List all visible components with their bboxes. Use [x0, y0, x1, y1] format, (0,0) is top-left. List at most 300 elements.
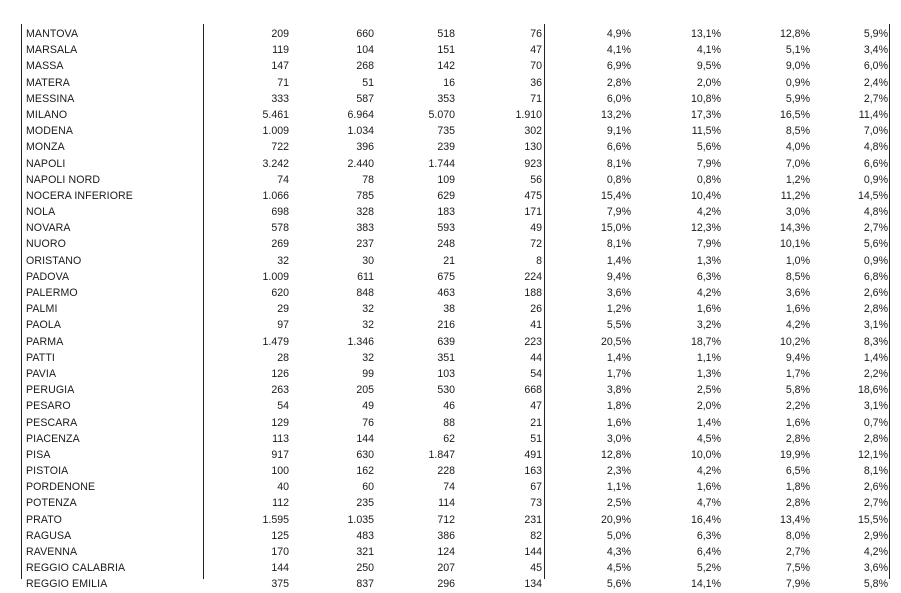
percent-col-3-cell: 10,2% — [779, 335, 810, 348]
count-col-2-cell: 235 — [356, 497, 374, 510]
count-col-4-cell: 47 — [530, 44, 542, 57]
count-col-2-cell: 162 — [356, 465, 374, 478]
table-row — [22, 301, 890, 317]
count-col-4-cell: 56 — [530, 173, 542, 186]
court-name-cell: PAOLA — [26, 319, 62, 332]
count-col-1-cell: 1.009 — [262, 125, 289, 138]
count-col-1-cell: 97 — [277, 319, 289, 332]
percent-col-4-cell: 14,5% — [857, 189, 888, 202]
table-row — [22, 431, 890, 447]
count-col-3-cell: 675 — [437, 270, 455, 283]
count-col-1-cell: 126 — [271, 367, 289, 380]
table-row — [22, 560, 890, 576]
count-col-2-cell: 321 — [356, 546, 374, 558]
percent-col-2-cell: 0,8% — [696, 173, 721, 186]
count-col-3-cell: 351 — [437, 351, 455, 364]
count-col-3-cell: 74 — [443, 481, 455, 494]
count-col-3-cell: 38 — [443, 303, 455, 316]
percent-col-2-cell: 17,3% — [690, 108, 721, 121]
percent-col-4-cell: 4,8% — [863, 206, 888, 219]
count-col-1-cell: 269 — [271, 238, 289, 251]
percent-col-3-cell: 1,7% — [785, 367, 810, 380]
count-col-2-cell: 6.964 — [347, 108, 374, 121]
percent-col-4-cell: 2,8% — [863, 432, 888, 445]
percent-col-1-cell: 7,9% — [606, 206, 631, 219]
percent-col-3-cell: 1,6% — [785, 303, 810, 316]
count-col-4-cell: 21 — [530, 416, 542, 429]
count-col-2-cell: 32 — [362, 303, 374, 316]
table-row — [22, 495, 890, 511]
percent-col-1-cell: 4,5% — [606, 562, 631, 575]
count-col-4-cell: 49 — [530, 222, 542, 235]
table-row — [22, 285, 890, 301]
court-name-cell: POTENZA — [26, 497, 77, 510]
percent-col-3-cell: 1,0% — [785, 254, 810, 267]
court-statistics-table — [22, 26, 890, 593]
court-name-cell: MONZA — [26, 141, 65, 154]
percent-col-2-cell: 1,6% — [696, 303, 721, 316]
count-col-4-cell: 45 — [530, 562, 542, 575]
percent-col-3-cell: 9,4% — [785, 351, 810, 364]
percent-col-2-cell: 11,5% — [691, 125, 721, 138]
court-name-cell: NAPOLI NORD — [26, 173, 101, 186]
percent-col-3-cell: 5,9% — [785, 92, 810, 105]
percent-col-4-cell: 12,1% — [857, 448, 888, 461]
percent-col-2-cell: 7,9% — [696, 238, 721, 251]
table-row — [22, 139, 890, 155]
count-col-4-cell: 134 — [524, 578, 542, 591]
count-col-1-cell: 3.242 — [262, 157, 289, 170]
percent-col-4-cell: 8,1% — [863, 465, 888, 478]
table-row — [22, 204, 890, 220]
table-row — [22, 107, 890, 123]
court-name-cell: REGGIO CALABRIA — [26, 562, 126, 575]
count-col-2-cell: 383 — [356, 222, 374, 235]
count-col-3-cell: 114 — [438, 497, 455, 510]
percent-col-4-cell: 2,6% — [863, 287, 888, 299]
count-col-1-cell: 100 — [271, 465, 289, 478]
count-col-3-cell: 712 — [437, 513, 455, 526]
percent-col-3-cell: 1,6% — [785, 416, 810, 429]
percent-col-1-cell: 1,2% — [606, 303, 631, 316]
count-col-3-cell: 62 — [443, 432, 455, 445]
percent-col-4-cell: 7,0% — [863, 125, 888, 138]
percent-col-1-cell: 6,6% — [606, 141, 631, 154]
count-col-3-cell: 1.744 — [428, 157, 455, 170]
count-col-4-cell: 163 — [524, 465, 542, 478]
percent-col-2-cell: 1,3% — [696, 367, 721, 380]
count-col-1-cell: 40 — [277, 481, 289, 494]
percent-col-2-cell: 6,3% — [696, 529, 721, 542]
count-col-2-cell: 1.034 — [347, 125, 374, 138]
percent-col-3-cell: 2,8% — [785, 432, 810, 445]
percent-col-1-cell: 4,1% — [606, 44, 631, 57]
count-col-2-cell: 78 — [362, 173, 374, 186]
court-name-cell: MILANO — [26, 108, 68, 121]
count-col-1-cell: 698 — [271, 206, 289, 219]
table-row — [22, 398, 890, 414]
percent-col-1-cell: 3,6% — [606, 287, 631, 299]
count-col-4-cell: 26 — [530, 303, 542, 316]
count-col-3-cell: 386 — [437, 529, 455, 542]
table-row — [22, 269, 890, 285]
count-col-3-cell: 530 — [437, 384, 455, 397]
percent-col-1-cell: 9,1% — [606, 125, 631, 138]
count-col-4-cell: 475 — [524, 189, 542, 202]
percent-col-3-cell: 11,2% — [780, 189, 810, 202]
count-col-2-cell: 99 — [362, 367, 374, 380]
count-col-3-cell: 629 — [437, 189, 455, 202]
count-col-3-cell: 639 — [437, 335, 455, 348]
court-name-cell: PATTI — [26, 351, 55, 364]
court-name-cell: REGGIO EMILIA — [26, 578, 108, 591]
percent-col-2-cell: 10,4% — [690, 189, 721, 202]
count-col-1-cell: 5.461 — [262, 108, 289, 121]
count-col-3-cell: 16 — [443, 76, 455, 89]
count-col-1-cell: 74 — [277, 173, 289, 186]
court-name-cell: RAGUSA — [26, 529, 72, 542]
count-col-4-cell: 302 — [524, 125, 542, 138]
count-col-3-cell: 103 — [437, 367, 455, 380]
count-col-4-cell: 8 — [536, 254, 542, 267]
percent-col-2-cell: 10,0% — [690, 448, 721, 461]
percent-col-4-cell: 5,8% — [863, 578, 888, 591]
court-name-cell: PALERMO — [26, 287, 78, 299]
count-col-2-cell: 268 — [356, 60, 374, 73]
court-name-cell: PIACENZA — [26, 432, 80, 445]
percent-col-3-cell: 8,5% — [785, 270, 810, 283]
percent-col-1-cell: 8,1% — [606, 157, 631, 170]
percent-col-3-cell: 16,5% — [779, 108, 810, 121]
percent-col-2-cell: 12,3% — [690, 222, 721, 235]
percent-col-1-cell: 20,9% — [600, 513, 631, 526]
count-col-2-cell: 611 — [357, 270, 374, 283]
count-col-4-cell: 188 — [524, 287, 542, 299]
table-row — [22, 415, 890, 431]
count-col-2-cell: 2.440 — [347, 157, 374, 170]
percent-col-2-cell: 2,0% — [696, 76, 721, 89]
count-col-2-cell: 144 — [356, 432, 374, 445]
count-col-3-cell: 239 — [437, 141, 455, 154]
percent-col-4-cell: 3,6% — [863, 562, 888, 575]
percent-col-3-cell: 7,9% — [785, 578, 810, 591]
count-col-3-cell: 296 — [437, 578, 455, 591]
percent-col-2-cell: 9,5% — [696, 60, 721, 73]
count-col-3-cell: 5.070 — [428, 108, 455, 121]
count-col-1-cell: 54 — [277, 400, 289, 413]
percent-col-2-cell: 5,6% — [696, 141, 721, 154]
percent-col-4-cell: 3,4% — [863, 44, 888, 57]
count-col-4-cell: 72 — [530, 238, 542, 251]
percent-col-1-cell: 6,0% — [606, 92, 631, 105]
percent-col-4-cell: 3,1% — [863, 319, 888, 332]
court-name-cell: NUORO — [26, 238, 66, 251]
percent-col-1-cell: 0,8% — [606, 173, 631, 186]
percent-col-1-cell: 1,4% — [606, 254, 631, 267]
count-col-3-cell: 735 — [437, 125, 455, 138]
percent-col-4-cell: 4,8% — [863, 141, 888, 154]
count-col-3-cell: 183 — [437, 206, 455, 219]
court-name-cell: PAVIA — [26, 367, 57, 380]
percent-col-3-cell: 3,0% — [785, 206, 810, 219]
count-col-2-cell: 587 — [356, 92, 374, 105]
percent-col-4-cell: 15,5% — [857, 513, 888, 526]
court-name-cell: MESSINA — [26, 92, 75, 105]
count-col-4-cell: 71 — [530, 92, 542, 105]
percent-col-2-cell: 4,1% — [696, 44, 721, 57]
percent-col-2-cell: 4,7% — [696, 497, 721, 510]
percent-col-1-cell: 5,5% — [606, 319, 631, 332]
count-col-1-cell: 32 — [277, 254, 289, 267]
count-col-2-cell: 205 — [356, 384, 374, 397]
count-col-1-cell: 170 — [271, 546, 289, 558]
percent-col-4-cell: 5,9% — [863, 28, 888, 40]
percent-col-2-cell: 3,2% — [696, 319, 721, 332]
table-row — [22, 236, 890, 252]
count-col-1-cell: 1.479 — [262, 335, 289, 348]
percent-col-2-cell: 5,2% — [696, 562, 721, 575]
count-col-4-cell: 36 — [530, 76, 542, 89]
percent-col-4-cell: 1,4% — [863, 351, 888, 364]
percent-col-3-cell: 4,2% — [785, 319, 810, 332]
percent-col-2-cell: 6,4% — [696, 546, 721, 558]
count-col-1-cell: 1.595 — [262, 513, 289, 526]
table-row — [22, 479, 890, 495]
percent-col-1-cell: 5,0% — [606, 529, 631, 542]
percent-col-3-cell: 7,0% — [785, 157, 810, 170]
court-name-cell: PESARO — [26, 400, 71, 413]
percent-col-3-cell: 3,6% — [785, 287, 810, 299]
count-col-2-cell: 1.035 — [347, 513, 374, 526]
count-col-1-cell: 129 — [271, 416, 289, 429]
percent-col-4-cell: 0,9% — [863, 173, 888, 186]
count-col-4-cell: 47 — [530, 400, 542, 413]
percent-col-3-cell: 1,8% — [785, 481, 810, 494]
count-col-4-cell: 82 — [530, 529, 542, 542]
percent-col-1-cell: 1,8% — [606, 400, 631, 413]
percent-col-2-cell: 14,1% — [690, 578, 721, 591]
count-col-4-cell: 231 — [524, 513, 542, 526]
count-col-4-cell: 668 — [524, 384, 542, 397]
percent-col-2-cell: 6,3% — [696, 270, 721, 283]
count-col-2-cell: 104 — [356, 44, 374, 57]
court-name-cell: PESCARA — [26, 416, 78, 429]
percent-col-3-cell: 1,2% — [785, 173, 810, 186]
count-col-3-cell: 109 — [437, 173, 455, 186]
count-col-2-cell: 76 — [362, 416, 374, 429]
percent-col-1-cell: 1,7% — [606, 367, 631, 380]
table-row — [22, 528, 890, 544]
count-col-4-cell: 491 — [524, 448, 542, 461]
table-row — [22, 172, 890, 188]
percent-col-2-cell: 4,2% — [696, 287, 721, 299]
percent-col-1-cell: 1,1% — [606, 481, 631, 494]
count-col-4-cell: 224 — [524, 270, 542, 283]
court-name-cell: MARSALA — [26, 44, 78, 57]
percent-col-3-cell: 14,3% — [779, 222, 810, 235]
count-col-2-cell: 60 — [362, 481, 374, 494]
count-col-3-cell: 46 — [443, 400, 455, 413]
count-col-1-cell: 917 — [271, 448, 289, 461]
count-col-1-cell: 29 — [277, 303, 289, 316]
percent-col-1-cell: 3,8% — [606, 384, 631, 397]
percent-col-4-cell: 6,6% — [863, 157, 888, 170]
table-row — [22, 220, 890, 236]
percent-col-2-cell: 4,2% — [696, 465, 721, 478]
count-col-4-cell: 144 — [524, 546, 542, 558]
percent-col-2-cell: 7,9% — [696, 157, 721, 170]
table-row — [22, 253, 890, 269]
percent-col-4-cell: 4,2% — [863, 546, 888, 558]
percent-col-1-cell: 4,9% — [606, 28, 631, 40]
count-col-3-cell: 151 — [437, 44, 455, 57]
percent-col-3-cell: 7,5% — [785, 562, 810, 575]
percent-col-3-cell: 6,5% — [785, 465, 810, 478]
count-col-2-cell: 785 — [356, 189, 374, 202]
percent-col-3-cell: 9,0% — [785, 60, 810, 73]
court-name-cell: PADOVA — [26, 270, 70, 283]
count-col-2-cell: 848 — [356, 287, 374, 299]
percent-col-3-cell: 2,2% — [785, 400, 810, 413]
percent-col-4-cell: 2,8% — [863, 303, 888, 316]
percent-col-1-cell: 13,2% — [600, 108, 631, 121]
table-row — [22, 334, 890, 350]
count-col-3-cell: 88 — [443, 416, 455, 429]
court-name-cell: MODENA — [26, 125, 74, 138]
count-col-4-cell: 51 — [530, 432, 542, 445]
court-name-cell: PARMA — [26, 335, 64, 348]
table-row — [22, 42, 890, 58]
percent-col-3-cell: 8,0% — [785, 529, 810, 542]
percent-col-3-cell: 13,4% — [779, 513, 810, 526]
percent-col-4-cell: 3,1% — [863, 400, 888, 413]
percent-col-3-cell: 12,8% — [779, 28, 810, 40]
percent-col-2-cell: 16,4% — [690, 513, 721, 526]
percent-col-4-cell: 2,7% — [863, 222, 888, 235]
percent-col-3-cell: 10,1% — [779, 238, 810, 251]
percent-col-4-cell: 2,2% — [863, 367, 888, 380]
percent-col-4-cell: 0,9% — [863, 254, 888, 267]
percent-col-1-cell: 9,4% — [606, 270, 631, 283]
percent-col-3-cell: 5,8% — [785, 384, 810, 397]
percent-col-2-cell: 1,3% — [696, 254, 721, 267]
percent-col-3-cell: 4,0% — [785, 141, 810, 154]
table-row — [22, 447, 890, 463]
percent-col-2-cell: 2,0% — [696, 400, 721, 413]
count-col-2-cell: 328 — [356, 206, 374, 219]
court-name-cell: NOVARA — [26, 222, 71, 235]
count-col-4-cell: 76 — [530, 28, 542, 40]
percent-col-2-cell: 18,7% — [690, 335, 721, 348]
percent-col-1-cell: 6,9% — [606, 60, 631, 73]
table-row — [22, 350, 890, 366]
percent-col-4-cell: 11,4% — [858, 108, 888, 121]
count-col-3-cell: 518 — [437, 28, 455, 40]
percent-col-4-cell: 6,0% — [863, 60, 888, 73]
court-name-cell: NAPOLI — [26, 157, 66, 170]
count-col-2-cell: 237 — [356, 238, 374, 251]
table-row — [22, 366, 890, 382]
percent-col-4-cell: 8,3% — [863, 335, 888, 348]
count-col-1-cell: 112 — [272, 497, 289, 510]
percent-col-2-cell: 4,5% — [696, 432, 721, 445]
count-col-1-cell: 144 — [271, 562, 289, 575]
count-col-1-cell: 113 — [272, 432, 289, 445]
percent-col-1-cell: 1,6% — [606, 416, 631, 429]
count-col-1-cell: 1.066 — [262, 189, 289, 202]
count-col-1-cell: 125 — [271, 529, 289, 542]
count-col-2-cell: 660 — [356, 28, 374, 40]
percent-col-2-cell: 4,2% — [696, 206, 721, 219]
percent-col-2-cell: 1,6% — [696, 481, 721, 494]
count-col-1-cell: 71 — [277, 76, 289, 89]
count-col-1-cell: 263 — [271, 384, 289, 397]
percent-col-1-cell: 3,0% — [606, 432, 631, 445]
court-name-cell: RAVENNA — [26, 546, 78, 558]
percent-col-1-cell: 2,3% — [606, 465, 631, 478]
percent-col-3-cell: 5,1% — [785, 44, 810, 57]
court-name-cell: PRATO — [26, 513, 63, 526]
count-col-4-cell: 923 — [524, 157, 542, 170]
court-name-cell: MANTOVA — [26, 28, 79, 40]
percent-col-4-cell: 6,8% — [863, 270, 888, 283]
percent-col-4-cell: 2,4% — [863, 76, 888, 89]
count-col-2-cell: 30 — [362, 254, 374, 267]
court-name-cell: PORDENONE — [26, 481, 96, 494]
percent-col-4-cell: 2,7% — [863, 497, 888, 510]
percent-col-2-cell: 1,1% — [696, 351, 721, 364]
count-col-3-cell: 1.847 — [428, 448, 455, 461]
court-name-cell: MATERA — [26, 76, 70, 89]
count-col-1-cell: 209 — [271, 28, 289, 40]
table-row — [22, 382, 890, 398]
table-row — [22, 463, 890, 479]
percent-col-1-cell: 8,1% — [606, 238, 631, 251]
court-name-cell: NOCERA INFERIORE — [26, 189, 133, 202]
count-col-1-cell: 333 — [271, 92, 289, 105]
percent-col-4-cell: 2,7% — [863, 92, 888, 105]
count-col-3-cell: 216 — [437, 319, 455, 332]
count-col-2-cell: 630 — [356, 448, 374, 461]
court-name-cell: PALMI — [26, 303, 58, 316]
percent-col-1-cell: 2,8% — [606, 76, 631, 89]
percent-col-3-cell: 2,8% — [785, 497, 810, 510]
percent-col-2-cell: 2,5% — [696, 384, 721, 397]
court-name-cell: PERUGIA — [26, 384, 75, 397]
percent-col-3-cell: 0,9% — [785, 76, 810, 89]
court-name-cell: PISA — [26, 448, 51, 461]
count-col-2-cell: 32 — [362, 351, 374, 364]
table-row — [22, 123, 890, 139]
court-name-cell: NOLA — [26, 206, 56, 219]
count-col-4-cell: 1.910 — [515, 108, 542, 121]
percent-col-2-cell: 13,1% — [690, 28, 721, 40]
count-col-4-cell: 171 — [524, 206, 542, 219]
percent-col-2-cell: 10,8% — [690, 92, 721, 105]
count-col-1-cell: 620 — [271, 287, 289, 299]
percent-col-4-cell: 18,6% — [857, 384, 888, 397]
count-col-3-cell: 21 — [443, 254, 455, 267]
count-col-1-cell: 578 — [271, 222, 289, 235]
count-col-2-cell: 483 — [356, 529, 374, 542]
court-name-cell: PISTOIA — [26, 465, 69, 478]
percent-col-4-cell: 5,6% — [863, 238, 888, 251]
count-col-2-cell: 250 — [356, 562, 374, 575]
percent-col-1-cell: 5,6% — [606, 578, 631, 591]
count-col-1-cell: 147 — [271, 60, 289, 73]
count-col-4-cell: 67 — [530, 481, 542, 494]
count-col-4-cell: 41 — [530, 319, 542, 332]
